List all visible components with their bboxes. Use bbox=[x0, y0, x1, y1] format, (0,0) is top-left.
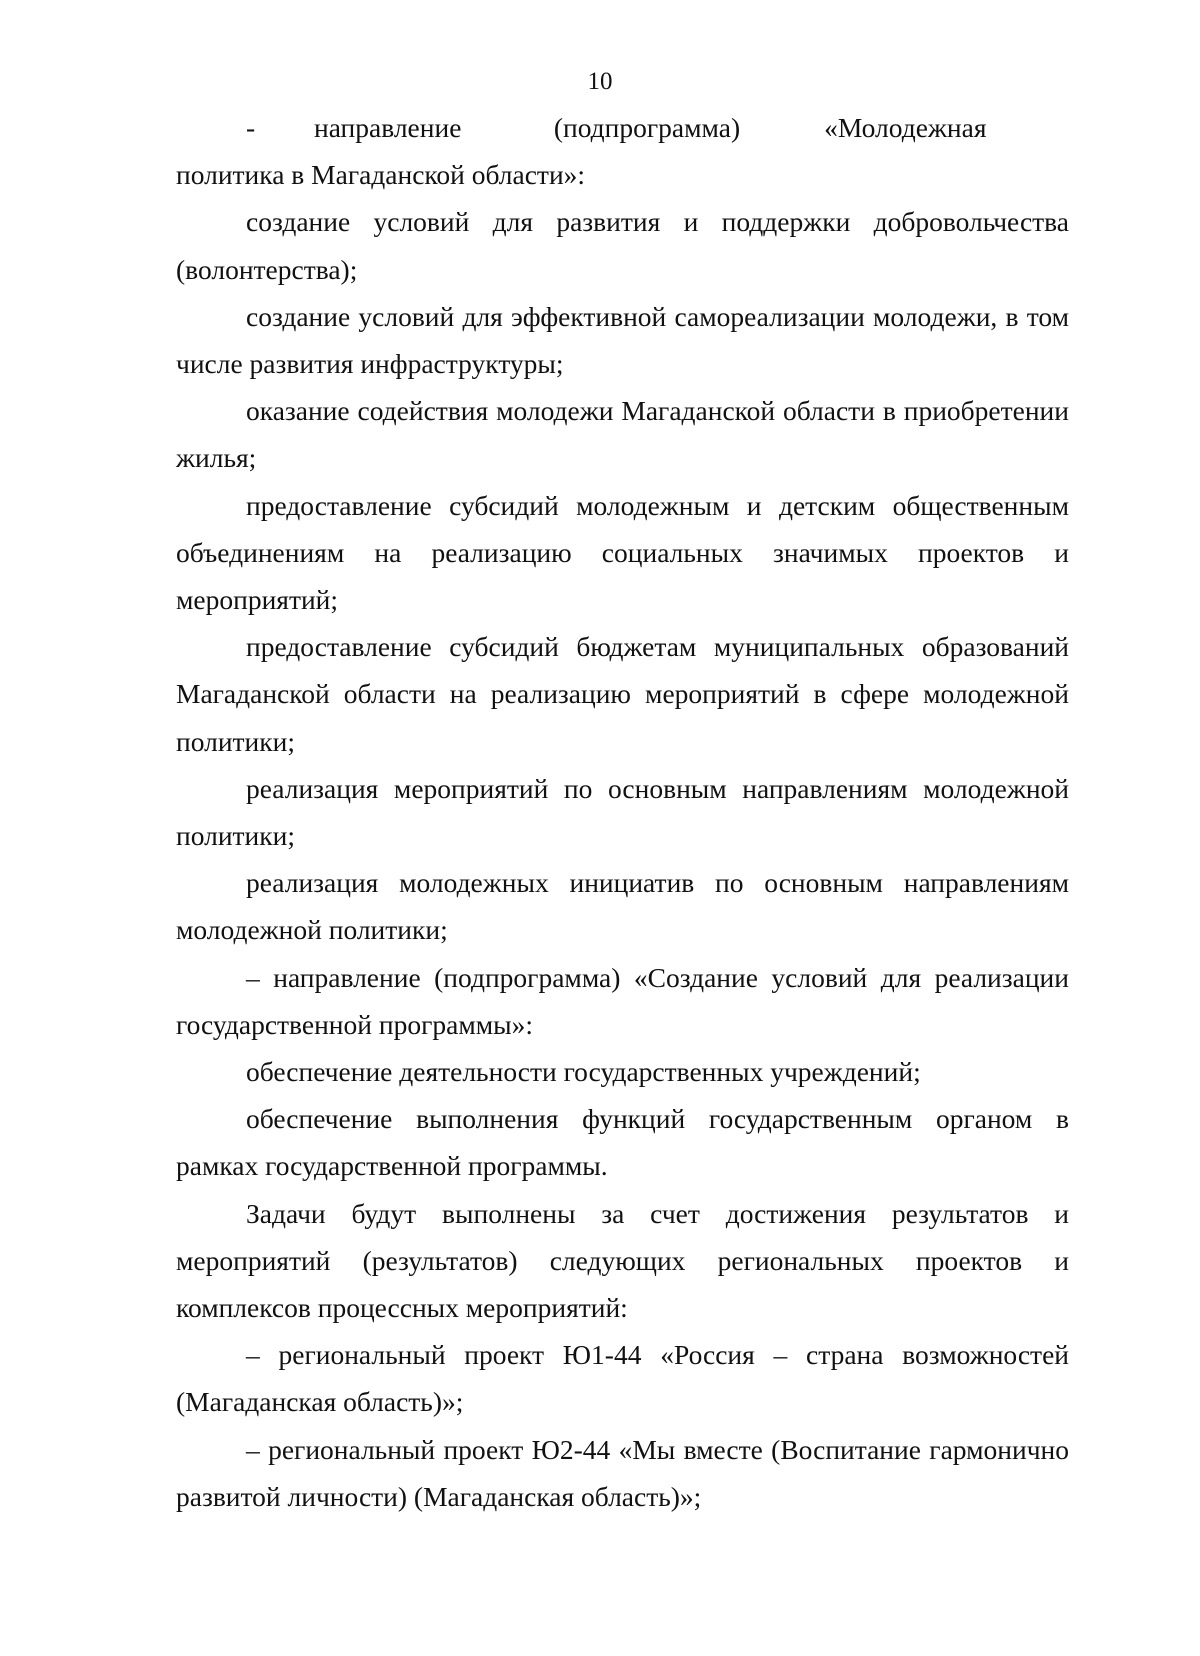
paragraph-government-body-functions: обеспечение выполнения функций государственным органом в рамках государственной программы. bbox=[176, 1103, 1069, 1182]
paragraph-youth-initiatives: реализация молодежных инициатив по основным направлениям молодежной политики; bbox=[176, 867, 1069, 946]
paragraph-conditions-direction: – направление (подпрограмма) «Создание условий для реализации государственной программы»: bbox=[176, 961, 1069, 1040]
document-body bbox=[176, 104, 1069, 1520]
paragraph-tasks-achievement: Задачи будут выполнены за счет достижения результатов и мероприятий (результатов) следующих региональных проектов и комплексов процессных мероприятий: bbox=[176, 1197, 1069, 1324]
paragraph-volunteering: создание условий для развития и поддержки добровольчества (волонтерства); bbox=[176, 206, 1069, 285]
paragraph-housing-assistance: оказание содействия молодежи Магаданской области в приобретении жилья; bbox=[176, 395, 1069, 474]
paragraph-events-implementation: реализация мероприятий по основным направлениям молодежной политики; bbox=[176, 772, 1069, 852]
paragraph-subsidies-municipalities: предоставление субсидий бюджетам муниципальных образований Магаданской области на реализацию мероприятий в сфере молодежной политики; bbox=[176, 631, 1069, 757]
paragraph-institutions-support: обеспечение деятельности государственных учреждений; bbox=[246, 1056, 921, 1088]
paragraph-self-realization: создание условий для эффективной самореализации молодежи, в том числе развития инфраструктуры; bbox=[176, 300, 1069, 380]
paragraph-regional-project-yu1: – региональный проект Ю1-44 «Россия – страна возможностей (Магаданская область)»; bbox=[176, 1339, 1069, 1418]
paragraph-subsidies-associations: предоставление субсидий молодежным и детским общественным объединениям на реализацию социальных значимых проектов и мероприятий; bbox=[176, 489, 1069, 616]
page-number: 10 bbox=[587, 68, 613, 95]
paragraph-youth-policy-direction: - направление (подпрограмма) «Молодежная политика в Магаданской области»: bbox=[176, 112, 1069, 191]
paragraph-regional-project-yu2: – региональный проект Ю2-44 «Мы вместе (Воспитание гармонично развитой личности) (Магаданская область)»; bbox=[176, 1433, 1069, 1512]
